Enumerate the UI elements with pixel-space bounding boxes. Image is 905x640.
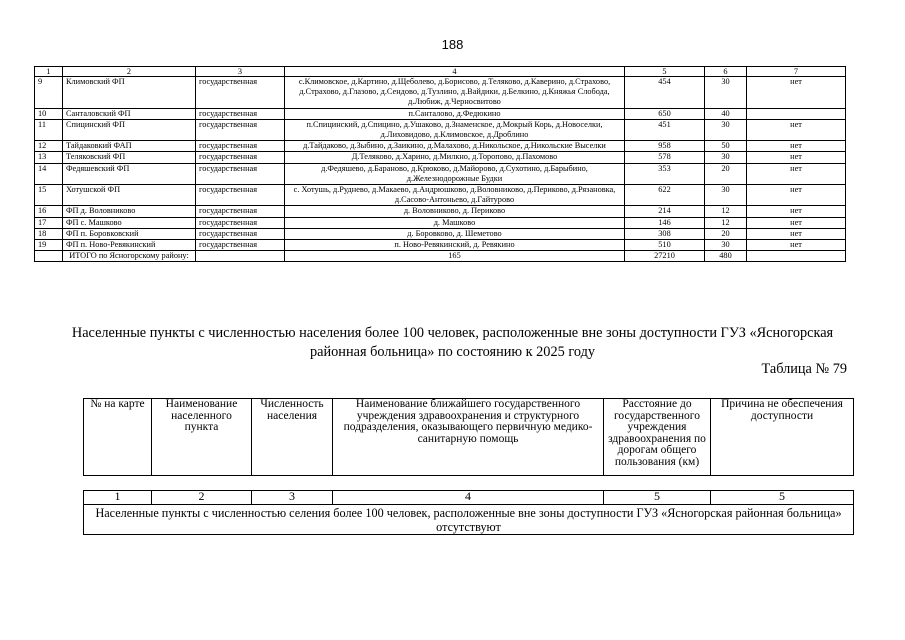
settlements-list: п.Санталово, д.Федюкино <box>285 108 625 119</box>
header-settlement: Наименование населенного пункта <box>152 399 252 476</box>
row-number: 14 <box>35 163 63 184</box>
facility-name: ФП п. Боровковский <box>63 228 196 239</box>
ownership-type: государственная <box>196 185 285 206</box>
facility-name: ФП п. Ново-Ревякинский <box>63 240 196 251</box>
reason-value: нет <box>747 163 846 184</box>
total-cell-empty <box>747 251 846 262</box>
population-value: 308 <box>625 228 705 239</box>
number-row <box>84 491 854 505</box>
column-number: 3 <box>196 67 285 77</box>
population-value: 454 <box>625 77 705 109</box>
ownership-type: государственная <box>196 217 285 228</box>
ownership-type: государственная <box>196 206 285 217</box>
distance-value: 50 <box>705 141 747 152</box>
distance-value: 30 <box>705 152 747 163</box>
distance-value: 30 <box>705 77 747 109</box>
reason-value: нет <box>747 185 846 206</box>
ownership-type: государственная <box>196 163 285 184</box>
row-number: 10 <box>35 108 63 119</box>
ownership-type: государственная <box>196 141 285 152</box>
distance-value: 12 <box>705 206 747 217</box>
distance-value: 20 <box>705 163 747 184</box>
column-number: 3 <box>252 491 333 505</box>
table-row <box>35 77 846 109</box>
population-value: 353 <box>625 163 705 184</box>
facility-name: ФП с. Машково <box>63 217 196 228</box>
table-row <box>35 240 846 251</box>
population-value: 146 <box>625 217 705 228</box>
note-row <box>84 505 854 535</box>
reason-value: нет <box>747 240 846 251</box>
header-distance: Расстояние до государственного учреждения здравоохранения по дорогам общего пользования (км) <box>604 399 711 476</box>
total-cell-empty <box>35 251 63 262</box>
total-row <box>35 251 846 262</box>
settlements-list: с. Хотушь, д.Руднево, д.Макаево, д.Андрюшково, д.Воловниково, д.Периково, д.Рязановка, д.Сасово-Антоньево, д.Гайтурово <box>285 185 625 206</box>
row-number: 19 <box>35 240 63 251</box>
reason-value: нет <box>747 206 846 217</box>
reason-value: нет <box>747 119 846 140</box>
settlements-list: д.Федяшево, д.Бараново, д.Крюково, д.Майорово, д.Сухотино, д.Барыбино, д.Железнодорожные Будки <box>285 163 625 184</box>
facility-name: Тайдаковкий ФАП <box>63 141 196 152</box>
population-value: 958 <box>625 141 705 152</box>
row-number: 16 <box>35 206 63 217</box>
facility-name: ФП д. Воловниково <box>63 206 196 217</box>
table-row <box>35 228 846 239</box>
population-value: 578 <box>625 152 705 163</box>
population-value: 214 <box>625 206 705 217</box>
column-number: 7 <box>747 67 846 77</box>
settlements-list: п. Ново-Ревякинский, д. Ревякино <box>285 240 625 251</box>
column-number: 2 <box>63 67 196 77</box>
ownership-type: государственная <box>196 108 285 119</box>
settlements-list: Д.Теляково, д.Харино, д.Милкно, д.Торопово, д.Пахомово <box>285 152 625 163</box>
reason-value: нет <box>747 217 846 228</box>
absence-note: Населенные пункты с численностью селения более 100 человек, расположенные вне зоны доступности ГУЗ «Ясногорская районная больница» отсутствуют <box>84 505 854 535</box>
column-number: 1 <box>35 67 63 77</box>
column-number: 6 <box>705 67 747 77</box>
column-number: 4 <box>333 491 604 505</box>
section-heading: Населенные пункты с численностью населения более 100 человек, расположенные вне зоны доступности ГУЗ «Ясногорская районная больница» по состоянию к 2025 году <box>71 325 834 360</box>
facility-name: Хотушской ФП <box>63 185 196 206</box>
reason-value: нет <box>747 152 846 163</box>
row-number: 9 <box>35 77 63 109</box>
distance-value: 30 <box>705 119 747 140</box>
reason-value: нет <box>747 228 846 239</box>
row-number: 12 <box>35 141 63 152</box>
total-cell-empty <box>196 251 285 262</box>
column-number: 1 <box>84 491 152 505</box>
out-of-reach-table <box>83 398 854 535</box>
total-settlements: 165 <box>285 251 625 262</box>
table-row <box>35 141 846 152</box>
table-row <box>35 206 846 217</box>
facility-name: Теляковский ФП <box>63 152 196 163</box>
distance-value: 20 <box>705 228 747 239</box>
facility-name: Спицинский ФП <box>63 119 196 140</box>
reason-value: нет <box>747 141 846 152</box>
total-distance: 480 <box>705 251 747 262</box>
header-population: Численность населения <box>252 399 333 476</box>
population-value: 622 <box>625 185 705 206</box>
header-map-number: № на карте <box>84 399 152 476</box>
row-number: 17 <box>35 217 63 228</box>
table-row <box>35 217 846 228</box>
row-number: 13 <box>35 152 63 163</box>
row-number: 18 <box>35 228 63 239</box>
ownership-type: государственная <box>196 119 285 140</box>
header-reason: Причина не обеспечения доступности <box>711 399 854 476</box>
population-value: 451 <box>625 119 705 140</box>
ownership-type: государственная <box>196 77 285 109</box>
row-number: 11 <box>35 119 63 140</box>
population-value: 510 <box>625 240 705 251</box>
facility-name: Федяшевский ФП <box>63 163 196 184</box>
table-row <box>35 163 846 184</box>
column-number: 4 <box>285 67 625 77</box>
ownership-type: государственная <box>196 240 285 251</box>
population-value: 650 <box>625 108 705 119</box>
settlements-list: д.Тайдаково, д.Зыбино, д.Заикино, д.Малахово, д.Никольское, д.Никольские Выселки <box>285 141 625 152</box>
total-label: ИТОГО по Ясногорскому району: <box>63 251 196 262</box>
settlements-list: д. Боровково, д. Шеметово <box>285 228 625 239</box>
table-label: Таблица № 79 <box>761 361 847 377</box>
table-row <box>35 108 846 119</box>
distance-value: 40 <box>705 108 747 119</box>
settlements-list: д. Воловниково, д. Периково <box>285 206 625 217</box>
settlements-list: д. Машково <box>285 217 625 228</box>
column-number: 2 <box>152 491 252 505</box>
distance-value: 30 <box>705 240 747 251</box>
page-number: 188 <box>441 37 464 52</box>
column-number: 5 <box>711 491 854 505</box>
total-population: 27210 <box>625 251 705 262</box>
ownership-type: государственная <box>196 228 285 239</box>
column-number: 5 <box>625 67 705 77</box>
table-row <box>35 119 846 140</box>
ownership-type: государственная <box>196 152 285 163</box>
header-row <box>84 399 854 476</box>
row-number: 15 <box>35 185 63 206</box>
column-number: 5 <box>604 491 711 505</box>
header-facility: Наименование ближайшего государственного учреждения здравоохранения и структурного подразделения, оказывающего первичную медико-санитарную помощь <box>333 399 604 476</box>
settlements-list: п.Спицинский, д.Спицино, д.Ушаково, д.Знаменское, д.Мокрый Корь, д.Новоселки, д.Лиховидово, д.Климовское, д.Дроблино <box>285 119 625 140</box>
table-row <box>35 185 846 206</box>
facility-name: Климовский ФП <box>63 77 196 109</box>
column-number-row <box>35 67 846 77</box>
reason-value <box>747 108 846 119</box>
reason-value: нет <box>747 77 846 109</box>
distance-value: 12 <box>705 217 747 228</box>
facilities-table <box>34 66 846 262</box>
table-row <box>35 152 846 163</box>
settlements-list: с.Климовское, д.Картино, д.Щеболево, д.Борисово, д.Теляково, д.Каверино, д.Страхово, д.Страхово, д.Глазово, д.Сендово, д.Тузлино, д.Вайдики, д.Белкино, д.Княжья Слобода, д.Любиж, д.Черносвитово <box>285 77 625 109</box>
distance-value: 30 <box>705 185 747 206</box>
facility-name: Санталовский ФП <box>63 108 196 119</box>
